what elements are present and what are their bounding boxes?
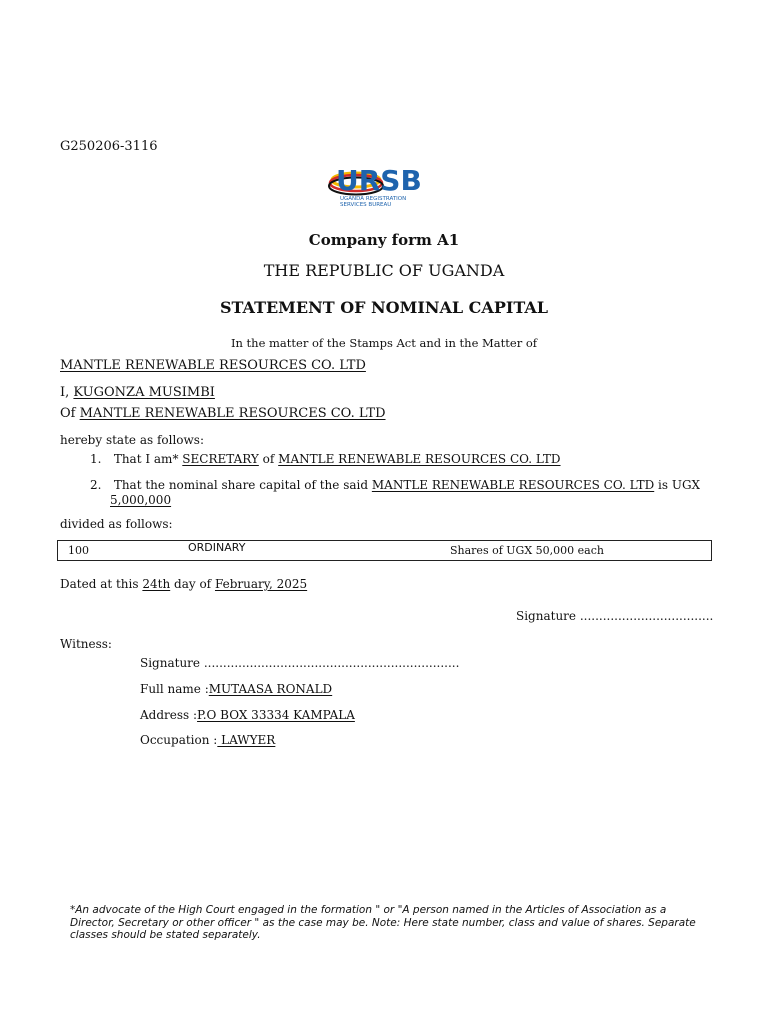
- declarant-name: KUGONZA MUSIMBI: [73, 385, 215, 400]
- item-2-number: 2.: [90, 478, 102, 492]
- item-1-company: MANTLE RENEWABLE RESOURCES CO. LTD: [278, 452, 561, 466]
- i-prefix: I,: [60, 385, 70, 400]
- dated-line: [60, 577, 307, 591]
- witness-address: [140, 708, 355, 722]
- full-name-label: Full name :: [140, 682, 209, 696]
- item-1-role: SECRETARY: [182, 452, 259, 466]
- shares-class: ORDINARY: [188, 541, 246, 554]
- dated-prefix: Dated at this: [60, 577, 139, 591]
- full-name-value: MUTAASA RONALD: [208, 682, 333, 696]
- logo-subtitle-1: UGANDA REGISTRATION: [340, 196, 407, 202]
- witness-signature: Signature ...................................................................: [140, 656, 460, 670]
- shares-count: 100: [68, 544, 89, 557]
- item-2-pre: That the nominal share capital of the said: [113, 478, 369, 492]
- divided-label: divided as follows:: [60, 517, 173, 531]
- dated-mid: day of: [174, 577, 212, 591]
- state-follows: hereby state as follows:: [60, 433, 204, 447]
- dated-day: 24th: [142, 577, 171, 591]
- occupation-value: LAWYER: [217, 733, 276, 747]
- address-value: P.O BOX 33334 KAMPALA: [197, 708, 355, 722]
- occupation-label: Occupation :: [140, 733, 218, 747]
- of-company-line: [60, 406, 386, 421]
- item-1-pre: That I am*: [113, 452, 179, 466]
- item-1-number: 1.: [90, 452, 102, 466]
- reference-number: G250206-3116: [60, 139, 158, 154]
- item-2: [90, 478, 700, 492]
- witness-occupation: [140, 733, 275, 747]
- item-2-amount: 5,000,000: [110, 493, 172, 507]
- witness-full-name: [140, 682, 332, 696]
- matter-text: In the matter of the Stamps Act and in the Matter of: [230, 336, 538, 350]
- shares-table: [57, 540, 712, 561]
- item-1: [90, 452, 561, 466]
- of-prefix: Of: [60, 406, 76, 421]
- logo-wordmark: URSB: [336, 164, 422, 197]
- witness-label: Witness:: [60, 637, 112, 651]
- footnote: *An advocate of the High Court engaged in the formation " or "A person named in the Articles of Association as a Director, Secretary or other officer " as the case may be. Note: Here state number, class and value of shares. Separate classes should be stated separately.: [70, 904, 696, 942]
- signature-line: Signature ...................................: [516, 609, 714, 623]
- dated-month-year: February, 2025: [214, 577, 308, 591]
- of-company-name: MANTLE RENEWABLE RESOURCES CO. LTD: [79, 406, 386, 421]
- item-1-mid: of: [262, 452, 275, 466]
- republic-heading: THE REPUBLIC OF UGANDA: [263, 261, 505, 280]
- ursb-logo: [328, 160, 440, 210]
- item-2-company: MANTLE RENEWABLE RESOURCES CO. LTD: [371, 478, 655, 492]
- company-name: MANTLE RENEWABLE RESOURCES CO. LTD: [60, 358, 366, 373]
- declarant-line: [60, 385, 215, 400]
- item-2-mid: is UGX: [658, 478, 701, 492]
- document-title: STATEMENT OF NOMINAL CAPITAL: [219, 298, 549, 317]
- logo-subtitle-2: SERVICES BUREAU: [340, 202, 392, 208]
- shares-value: Shares of UGX 50,000 each: [450, 544, 604, 557]
- form-title: Company form A1: [308, 231, 460, 249]
- address-label: Address :: [140, 708, 198, 722]
